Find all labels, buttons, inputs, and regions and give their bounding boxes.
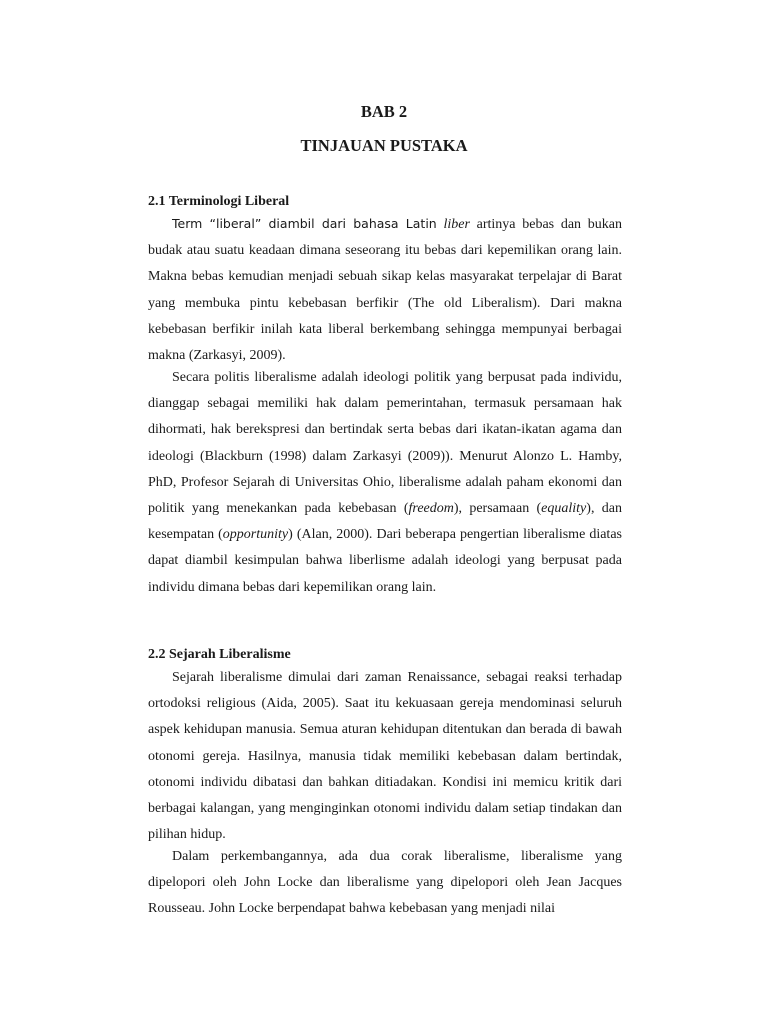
paragraph: Sejarah liberalisme dimulai dari zaman Renaissance, sebagai reaksi terhadap ortodoksi religious (Aida, 2005). Saat itu kekuasaan gereja mendominasi seluruh aspek kehidupan manusia. Semua aturan kehidupan ditentukan dan berada di bawah otonomi gereja. Hasilnya, manusia tidak memiliki kebebasan dalam bertindak, otonomi individu dibatasi dan bahkan ditiadakan. Kondisi ini memicu kritik dari berbagai kalangan, yang menginginkan otonomi individu dalam setiap tindakan dan pilihan hidup.: [148, 670, 622, 843]
italic-term: equality: [541, 501, 587, 517]
italic-term: liber: [443, 217, 470, 232]
chapter-number: BAB 2: [360, 102, 408, 121]
italic-term: opportunity: [222, 527, 289, 543]
paragraph: Secara politis liberalisme adalah ideologi politik yang berpusat pada individu, dianggap sebagai memiliki hak dalam pemerintahan, termasuk persamaan hak dihormati, hak berekspresi dan bertindak serta bebas dari ikatan-ikatan agama dan ideologi (Blackburn (1998) dalam Zarkasyi (2009)). Menurut Alonzo L. Hamby, PhD, Profesor Sejarah di Universitas Ohio, liberalisme adalah paham ekonomi dan politik yang menekankan pada kebebasan (freedom), persamaan (equality), dan kesempatan (opportunity) (Alan, 2000). Dari beberapa pengertian liberalisme diatas dapat diambil kesimpulan bahwa liberlisme adalah ideologi yang berpusat pada individu dimana bebas dari kepemilikan orang lain.: [148, 370, 622, 595]
section-heading-sejarah: 2.2 Sejarah Liberalisme: [148, 647, 291, 662]
sans-text-run: Term “liberal” diambil dari bahasa Latin: [172, 216, 437, 231]
paragraph: Term “liberal” diambil dari bahasa Latin liber artinya bebas dan bukan budak atau suatu keadaan dimana seseorang itu bebas dari kepemilikan orang lain. Makna bebas kemudian menjadi sebuah sikap kelas masyarakat terpelajar di Barat yang membuka pintu kebebasan berfikir (The old Liberalism). Dari makna kebebasan berfikir inilah kata liberal berkembang sehingga mempunyai berbagai makna (Zarkasyi, 2009).: [148, 216, 622, 364]
chapter-title: TINJAUAN PUSTAKA: [300, 136, 468, 155]
paragraph: Dalam perkembangannya, ada dua corak liberalisme, liberalisme yang dipelopori oleh John Locke dan liberalisme yang dipelopori oleh Jean Jacques Rousseau. John Locke berpendapat bahwa kebebasan yang menjadi nilai: [148, 849, 622, 917]
italic-term: freedom: [408, 501, 454, 517]
section-heading-terminologi: 2.1 Terminologi Liberal: [148, 194, 290, 209]
